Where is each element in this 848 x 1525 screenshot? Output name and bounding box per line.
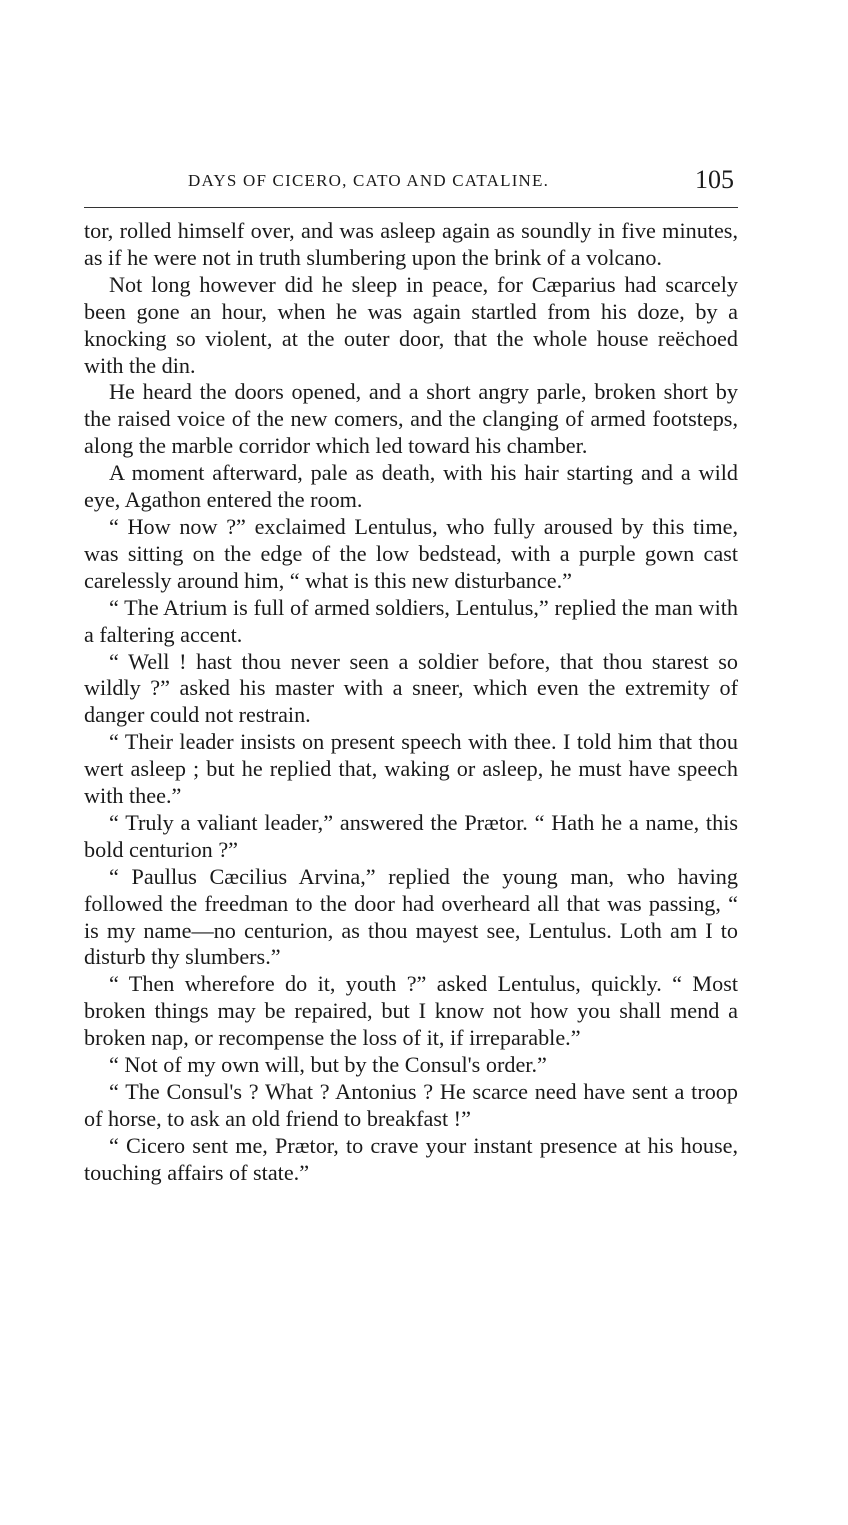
paragraph: “ The Consul's ? What ? Antonius ? He scarce need have sent a troop of horse, to ask an old friend to breakfast !” [84,1079,738,1131]
paragraph: “ How now ?” exclaimed Lentulus, who fully aroused by this time, was sitting on the edge of the low bedstead, with a purple gown cast carelessly around him, “ what is this new disturbance.” [84,513,738,593]
paragraph: “ Then wherefore do it, youth ?” asked Lentulus, quickly. “ Most broken things may be repaired, but I know not how you shall mend a broken nap, or recompense the loss of it, if irreparable.” [84,971,738,1051]
header-rule [84,207,738,208]
paragraph: “ Not of my own will, but by the Consul's order.” [109,1052,547,1078]
paragraph: tor, rolled himself over, and was asleep again as soundly in five minutes, as if he were not in truth slumbering upon the brink of a volcano. [84,218,738,270]
paragraph: A moment afterward, pale as death, with his hair starting and a wild eye, Agathon entered the room. [84,460,738,513]
paragraph: “ Truly a valiant leader,” answered the Prætor. “ Hath he a name, this bold centurion ?” [84,809,738,862]
body-text [84,218,738,1187]
paragraph: “ Their leader insists on present speech with thee. I told him that thou wert asleep ; but he replied that, waking or asleep, he must have speech with thee.” [84,729,738,809]
paragraph: “ Paullus Cæcilius Arvina,” replied the young man, who having followed the freedman to the door had overheard all that was passing, “ is my name—no centurion, as thou mayest see, Lentulus. Loth am I to disturb thy slumbers.” [84,863,738,970]
paragraph: Not long however did he sleep in peace, for Cæparius had scarcely been gone an hour, when he was again startled from his doze, by a knocking so violent, at the outer door, that the whole house reëchoed with the din. [84,271,738,378]
running-head [84,165,738,197]
paragraph: “ The Atrium is full of armed soldiers, Lentulus,” replied the man with a faltering accent. [84,594,738,647]
running-title: DAYS OF CICERO, CATO AND CATALINE. [188,171,550,190]
paragraph: He heard the doors opened, and a short angry parle, broken short by the raised voice of the new comers, and the clanging of armed footsteps, along the marble corridor which led toward his chamber. [84,379,738,459]
paragraph: “ Well ! hast thou never seen a soldier before, that thou starest so wildly ?” asked his master with a sneer, which even the extremity of danger could not restrain. [84,648,738,728]
paragraph: “ Cicero sent me, Prætor, to crave your instant presence at his house, touching affairs of state.” [84,1132,738,1185]
page-number: 105 [695,165,734,194]
